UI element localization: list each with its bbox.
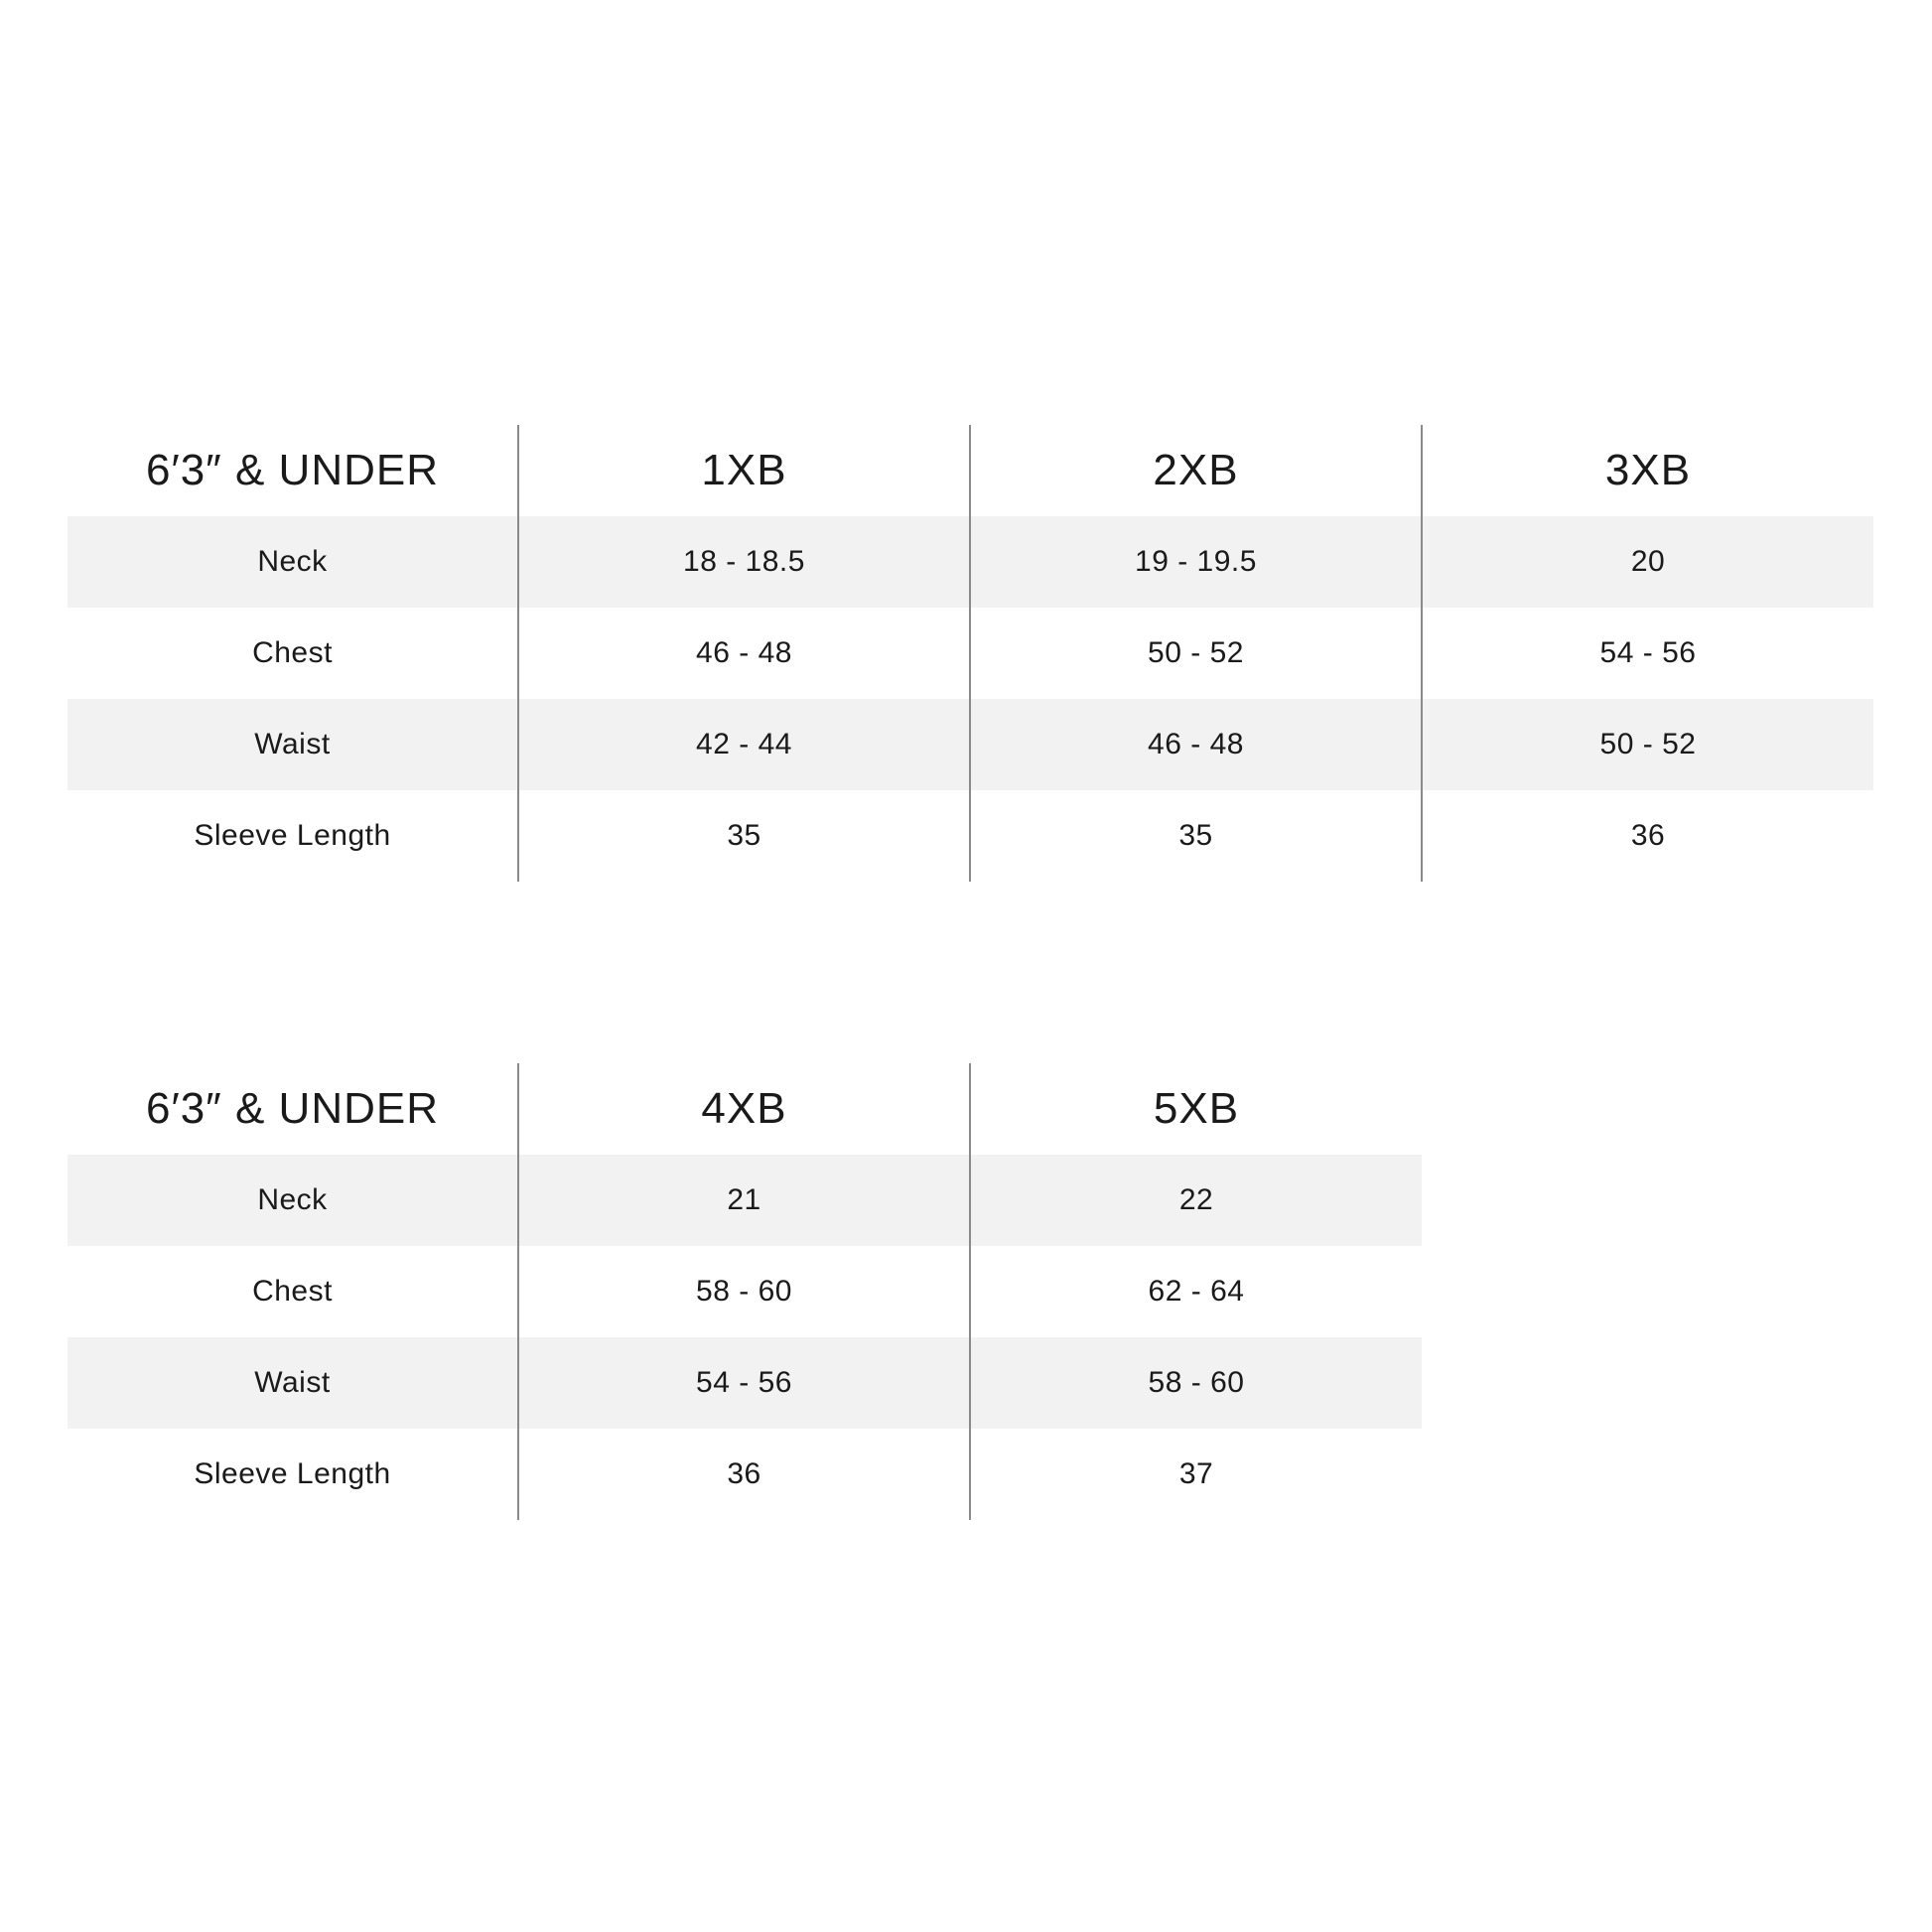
table-cell: 22: [970, 1155, 1422, 1246]
table-cell: 58 - 60: [518, 1246, 970, 1337]
table-cell: 35: [970, 790, 1422, 882]
table-cell: 50 - 52: [1422, 699, 1873, 790]
table-cell: 46 - 48: [970, 699, 1422, 790]
table-cell: 36: [1422, 790, 1873, 882]
size-chart-table-1: [68, 425, 1873, 882]
table-cell: 36: [518, 1429, 970, 1520]
table-row-waist: [68, 1337, 1422, 1429]
size-header-4xb: 4XB: [518, 1063, 970, 1155]
size-header-3xb: 3XB: [1422, 425, 1873, 516]
row-label: Neck: [68, 516, 518, 608]
table-cell: 21: [518, 1155, 970, 1246]
row-label: Sleeve Length: [194, 1457, 391, 1490]
row-label: Waist: [68, 1337, 518, 1429]
size-header-5xb: 5XB: [970, 1063, 1422, 1155]
table-cell: 54 - 56: [518, 1337, 970, 1429]
table-cell: 62 - 64: [970, 1246, 1422, 1337]
table-row-chest: [68, 608, 1873, 699]
size-header-1xb: 1XB: [518, 425, 970, 516]
table-cell: 20: [1422, 516, 1873, 608]
height-range-header: 6′3″ & UNDER: [145, 1084, 439, 1133]
table-row-chest: [68, 1246, 1422, 1337]
table-row-waist: [68, 699, 1873, 790]
size-chart-table-2: [68, 1063, 1422, 1520]
row-label: Chest: [252, 636, 333, 669]
table-row-neck: [68, 1155, 1422, 1246]
table-cell: 54 - 56: [1422, 608, 1873, 699]
table-row-sleeve-length: [68, 1429, 1422, 1520]
table-header-row: [68, 1063, 1422, 1155]
size-header-2xb: 2XB: [970, 425, 1422, 516]
height-range-header: 6′3″ & UNDER: [145, 446, 439, 494]
table-cell: 42 - 44: [518, 699, 970, 790]
row-label: Neck: [68, 1155, 518, 1246]
table-cell: 35: [518, 790, 970, 882]
table-row-neck: [68, 516, 1873, 608]
table-row-sleeve-length: [68, 790, 1873, 882]
table-cell: 58 - 60: [970, 1337, 1422, 1429]
table-cell: 46 - 48: [518, 608, 970, 699]
table-header-row: [68, 425, 1873, 516]
row-label: Chest: [252, 1275, 333, 1308]
table-cell: 19 - 19.5: [970, 516, 1422, 608]
table-cell: 18 - 18.5: [518, 516, 970, 608]
row-label: Waist: [68, 699, 518, 790]
row-label: Sleeve Length: [194, 819, 391, 852]
table-cell: 37: [970, 1429, 1422, 1520]
table-cell: 50 - 52: [970, 608, 1422, 699]
